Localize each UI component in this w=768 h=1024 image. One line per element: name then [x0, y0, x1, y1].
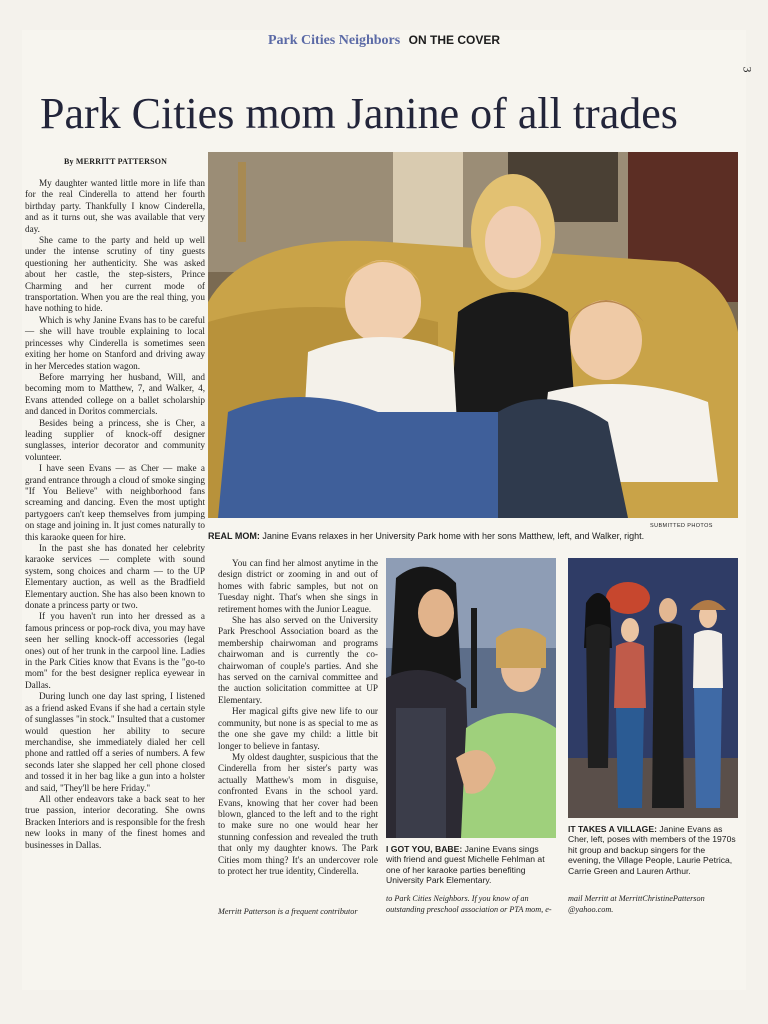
caption-lead: REAL MOM:: [208, 531, 260, 541]
author-note-part-1: Merritt Patterson is a frequent contributor: [218, 907, 358, 916]
caption-text: Janine Evans relaxes in her University Park home with her sons Matthew, left, and Walker, right.: [259, 531, 645, 541]
paragraph: My oldest daughter, suspicious that the Cinderella from her sister's party was actually Matthew's mom in disguise, confronted Evans in the school yard. Evans, knowing that her cover had been blown, glanced to the left and to the right to make sure no one would hear her stunning confession and revealed the truth that only my daughter knows. The Park Cities mom thing? It's an undercover role to protect her true identity, Cinderella.: [218, 751, 378, 876]
village-photo-caption: [568, 824, 738, 876]
caption-lead: I GOT YOU, BABE:: [386, 844, 463, 854]
paragraph: My daughter wanted little more in life than for the real Cinderella to attend her fourth birthday party. Thankfully I know Cinderella, and as it turns out, she was available that very day.: [25, 178, 205, 234]
headline: Park Cities mom Janine of all trades: [40, 89, 678, 138]
article-column-2: [218, 558, 378, 877]
caption-lead: IT TAKES A VILLAGE:: [568, 824, 657, 834]
paragraph: Before marrying her husband, Will, and becoming mom to Matthew, 7, and Walker, 4, Evans attended college on a ballet scholarship and danced in Doritos commercials.: [25, 371, 205, 417]
brand-name: Park Cities Neighbors: [267, 33, 401, 48]
karaoke-photo: [386, 558, 556, 838]
karaoke-photo-caption: [386, 844, 556, 886]
paragraph: During lunch one day last spring, I listened as a friend asked Evans if she had a certain style of sunglasses "in stock." Insulted that a customer would question her ability to secure merchandise, she immediately dialed her cell phone and rattled off a series of numbers. A few seconds later she slapped her cell phone closed and tossed it in her bag like a gun into a holster and said, "They'll be here Friday.": [25, 691, 205, 793]
paragraph: You can find her almost anytime in the design district or zooming in and out of homes with fabric samples, but not on Tuesday night. That's when she sings in retirement homes with the Junior League.: [218, 558, 378, 614]
photo-credit: SUBMITTED PHOTOS: [650, 523, 713, 529]
article-column-1: [25, 178, 205, 851]
section-name: ON THE COVER: [408, 33, 500, 47]
main-photo-caption: [208, 531, 738, 541]
author-note-part-2: to Park Cities Neighbors. If you know of an outstanding preschool association or PTA mom, e-: [386, 894, 552, 914]
main-photo: [208, 152, 738, 518]
paragraph: Besides being a princess, she is Cher, a leading supplier of knock-off designer sunglasses, interior decorator and community volunteer.: [25, 417, 205, 462]
byline: By MERRITT PATTERSON: [64, 157, 168, 166]
caption-text: Janine Evans sings with friend and guest Michelle Fehlman at one of her karaoke parties benefiting University Park Elementary.: [386, 844, 545, 886]
section-kicker: [0, 32, 768, 49]
paragraph: In the past she has donated her celebrity karaoke services — complete with sound system, song choices and charm — to the UP Elementary auction, as well as the Bradfield Elementary auction. She has also been known to donate a princess party or two.: [25, 543, 205, 611]
paragraph: She has also served on the University Park Preschool Association board as the membership chairwoman and programs chairwoman and is currently the co-chairwoman of couple's parties. And she has served on the carnival committee and the auction solicitation committee at UP Elementary.: [218, 615, 378, 705]
caption-text: Janine Evans as Cher, left, poses with members of the 1970s hit group and backup singers for the evening, the Village People, Laurie Petrica, Carrie Green and Lauren Arthur.: [568, 824, 736, 876]
author-note-part-3: mail Merritt at MerrittChristinePatterson @yahoo.com.: [568, 894, 705, 914]
paragraph: Her magical gifts give new life to our community, but none is as special to me as the one she gave my child: a little bit longer to believe in fantasy.: [218, 706, 378, 751]
page-number: 3: [740, 66, 755, 73]
village-people-photo: [568, 558, 738, 818]
paragraph: She came to the party and held up well under the intense scrutiny of tiny guests questioning her authenticity. She was asked about her castle, the step-sisters, Prince Charming and her current mode of transportation. When you are the real thing, you have nothing to hide.: [25, 235, 205, 314]
paragraph: Which is why Janine Evans has to be careful — she will have trouble explaining to local princesses why Cinderella is sometimes seen exiting her home on Stanford and driving away in her Mercedes station wagon.: [25, 314, 205, 371]
paragraph: I have seen Evans — as Cher — make a grand entrance through a cloud of smoke singing "If You Believe" with neighborhood fans screaming and dancing. Even the most uptight partygoers can't keep themselves from jumping on stage and joining in. It just comes naturally to this karaoke queen for hire.: [25, 463, 205, 542]
paragraph: All other endeavors take a back seat to her true passion, interior decorating. She owns Bracken Interiors and is responsible for the fresh new looks in many of the finest homes and businesses in Dallas.: [25, 793, 205, 850]
paragraph: If you haven't run into her dressed as a famous princess or pop-rock diva, you may have seen her selling knock-off accessories (legal ones) out of her trunk in the carpool line. Ladies in the Park Cities know that Evans is the "go-to mom" for the best designer replica eyewear in Dallas.: [25, 611, 205, 690]
